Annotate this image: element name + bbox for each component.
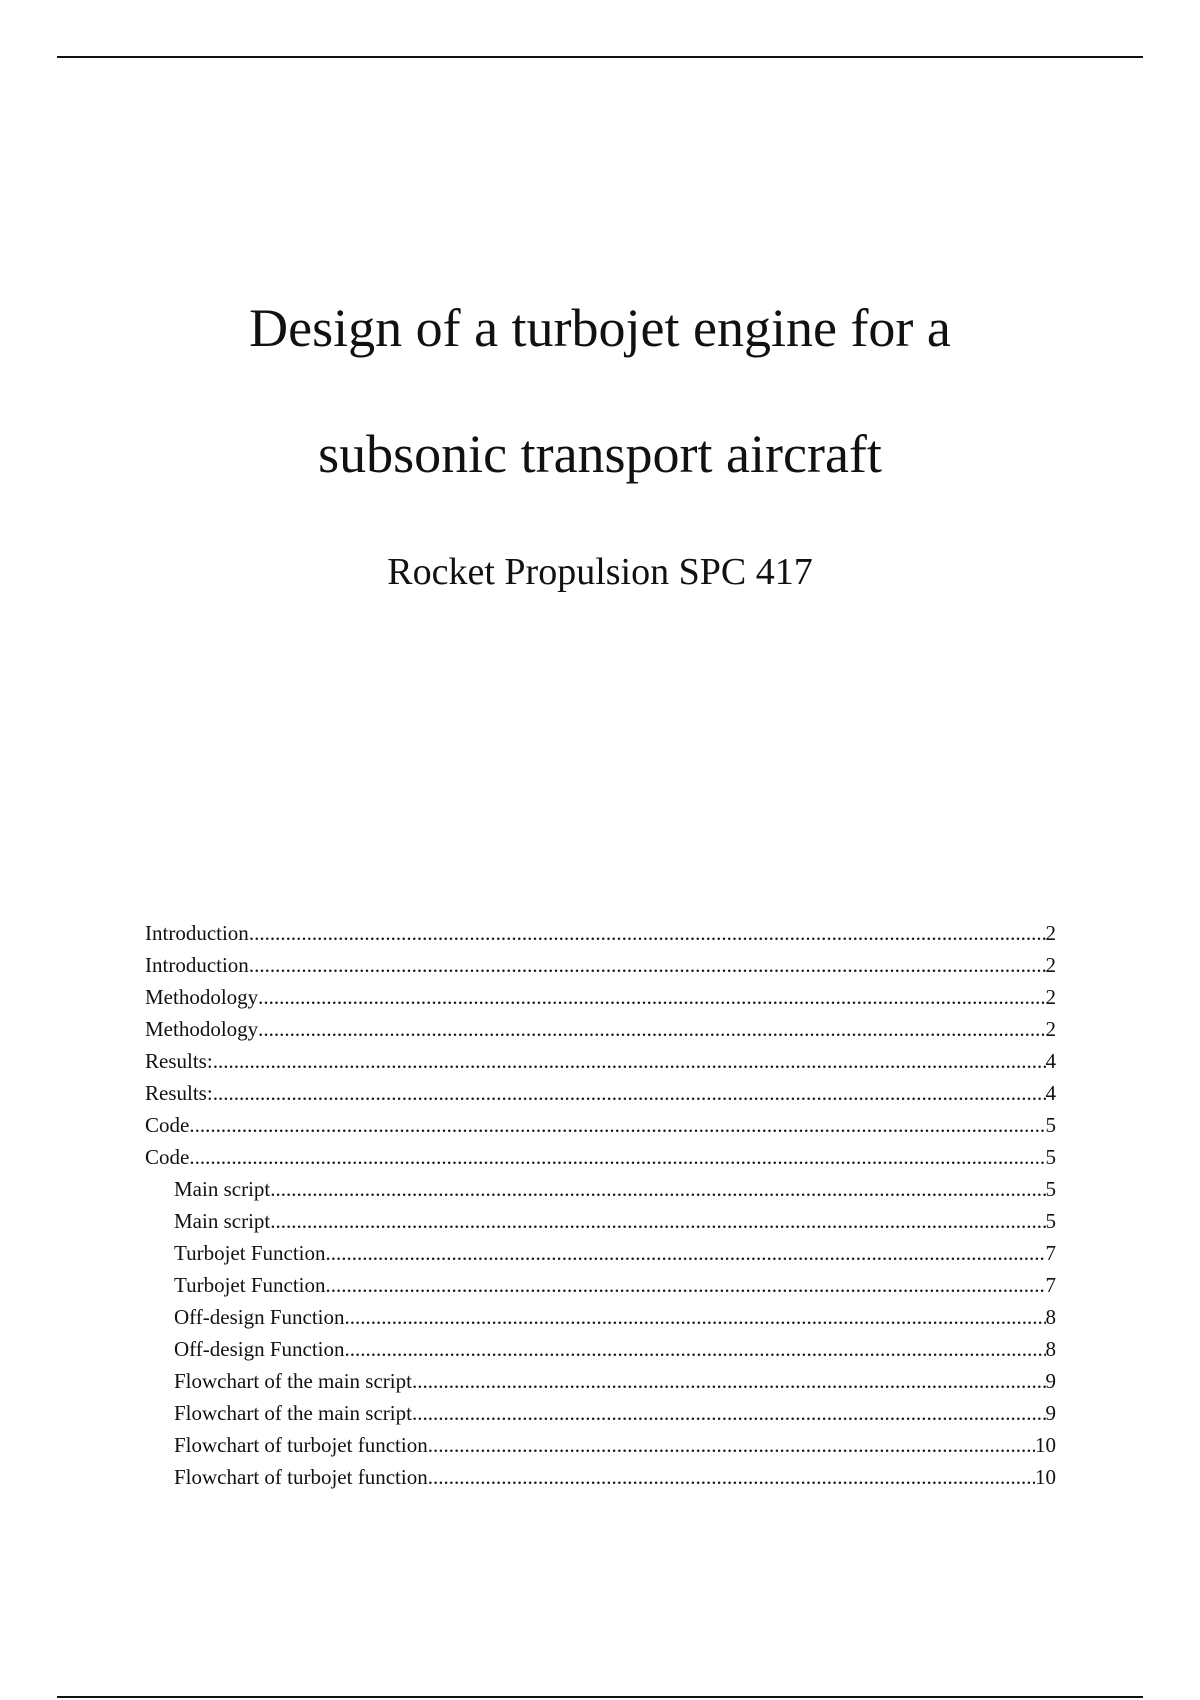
toc-entry[interactable]	[145, 1301, 1056, 1333]
document-title-line-1: Design of a turbojet engine for a	[249, 298, 951, 358]
toc-entry-page-number: 2	[1045, 985, 1056, 1009]
toc-dot-leader	[270, 1173, 1045, 1205]
toc-entry-page-number: 5	[1045, 1209, 1056, 1233]
toc-entry[interactable]	[145, 1397, 1056, 1429]
toc-dot-leader	[213, 1045, 1046, 1077]
toc-entry-page-number: 2	[1045, 921, 1056, 945]
toc-entry[interactable]	[145, 1045, 1056, 1077]
header-rule	[57, 56, 1143, 58]
toc-entry-page-number: 9	[1045, 1369, 1056, 1393]
toc-entry-label: Off-design Function	[174, 1337, 345, 1361]
toc-entry-page-number: 2	[1045, 1017, 1056, 1041]
toc-dot-leader	[428, 1429, 1035, 1461]
toc-entry[interactable]	[145, 1013, 1056, 1045]
toc-entry[interactable]	[145, 1429, 1056, 1461]
toc-entry-label: Methodology	[145, 985, 259, 1009]
toc-dot-leader	[412, 1397, 1046, 1429]
toc-entry-page-number: 5	[1045, 1113, 1056, 1137]
toc-entry-label: Flowchart of the main script	[174, 1369, 412, 1393]
toc-entry-label: Main script	[174, 1209, 271, 1233]
toc-entry-page-number: 8	[1045, 1305, 1056, 1329]
toc-entry[interactable]	[145, 1077, 1056, 1109]
toc-entry-label: Flowchart of turbojet function	[174, 1465, 428, 1489]
toc-entry-page-number: 4	[1045, 1049, 1056, 1073]
toc-entry[interactable]	[145, 1109, 1056, 1141]
toc-entry-page-number: 10	[1035, 1433, 1056, 1457]
footer-rule	[57, 1696, 1143, 1698]
table-of-contents	[145, 917, 1056, 1493]
toc-entry-label: Main script	[174, 1177, 271, 1201]
document-subtitle: Rocket Propulsion SPC 417	[387, 551, 813, 593]
toc-entry[interactable]	[145, 1173, 1056, 1205]
document-title-line-2: subsonic transport aircraft	[318, 424, 882, 484]
toc-entry-label: Turbojet Function	[174, 1241, 326, 1265]
toc-dot-leader	[428, 1461, 1035, 1493]
toc-entry[interactable]	[145, 1333, 1056, 1365]
toc-entry[interactable]	[145, 1461, 1056, 1493]
toc-entry[interactable]	[145, 949, 1056, 981]
toc-entry-page-number: 7	[1045, 1241, 1056, 1265]
toc-dot-leader	[326, 1269, 1046, 1301]
toc-entry[interactable]	[145, 1141, 1056, 1173]
toc-entry-page-number: 5	[1045, 1177, 1056, 1201]
toc-entry[interactable]	[145, 917, 1056, 949]
toc-entry[interactable]	[145, 1205, 1056, 1237]
toc-dot-leader	[213, 1077, 1046, 1109]
toc-entry-page-number: 9	[1045, 1401, 1056, 1425]
toc-entry[interactable]	[145, 981, 1056, 1013]
toc-entry-page-number: 7	[1045, 1273, 1056, 1297]
toc-entry-label: Code	[145, 1145, 190, 1169]
toc-entry[interactable]	[145, 1237, 1056, 1269]
toc-entry[interactable]	[145, 1365, 1056, 1397]
toc-dot-leader	[249, 917, 1046, 949]
toc-dot-leader	[345, 1301, 1046, 1333]
toc-entry-page-number: 4	[1045, 1081, 1056, 1105]
toc-entry-label: Introduction	[145, 921, 249, 945]
toc-entry-label: Results:	[145, 1049, 213, 1073]
toc-dot-leader	[345, 1333, 1046, 1365]
toc-dot-leader	[258, 981, 1045, 1013]
toc-entry-label: Introduction	[145, 953, 249, 977]
toc-entry-page-number: 2	[1045, 953, 1056, 977]
toc-dot-leader	[270, 1205, 1045, 1237]
toc-dot-leader	[189, 1109, 1045, 1141]
toc-dot-leader	[258, 1013, 1045, 1045]
toc-entry-label: Code	[145, 1113, 190, 1137]
toc-dot-leader	[326, 1237, 1046, 1269]
toc-entry-page-number: 10	[1035, 1465, 1056, 1489]
toc-entry-label: Flowchart of turbojet function	[174, 1433, 428, 1457]
toc-entry[interactable]	[145, 1269, 1056, 1301]
toc-entry-label: Flowchart of the main script	[174, 1401, 412, 1425]
toc-dot-leader	[189, 1141, 1045, 1173]
toc-entry-label: Off-design Function	[174, 1305, 345, 1329]
toc-entry-label: Results:	[145, 1081, 213, 1105]
toc-entry-label: Methodology	[145, 1017, 259, 1041]
toc-dot-leader	[412, 1365, 1046, 1397]
toc-entry-label: Turbojet Function	[174, 1273, 326, 1297]
toc-dot-leader	[249, 949, 1046, 981]
toc-entry-page-number: 5	[1045, 1145, 1056, 1169]
toc-entry-page-number: 8	[1045, 1337, 1056, 1361]
